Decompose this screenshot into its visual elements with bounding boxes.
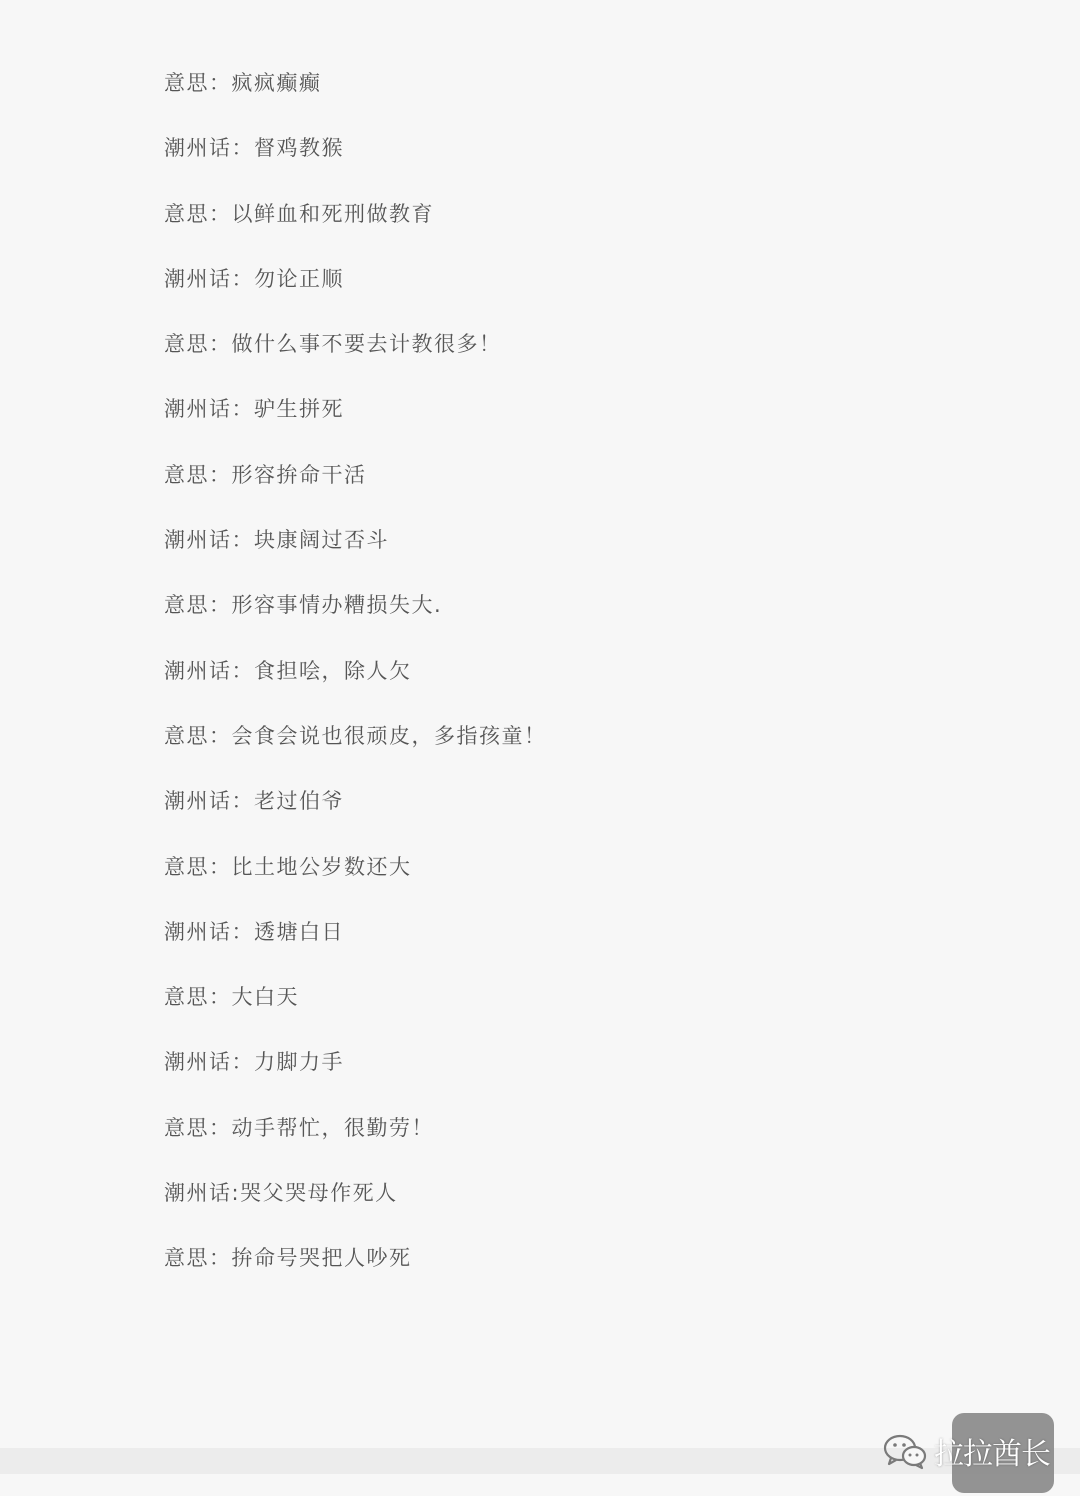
- dialect-line: 潮州话：驴生拼死: [164, 397, 344, 422]
- meaning-line: 意思：以鲜血和死刑做教育: [164, 201, 434, 226]
- meaning-line: 意思：形容事情办糟损失大.: [164, 593, 443, 618]
- article-body: [164, 60, 984, 1301]
- watermark-text: 拉拉酋长: [934, 1437, 1050, 1472]
- meaning-line: 意思：疯疯癫癫: [164, 71, 322, 95]
- watermark: [882, 1424, 1050, 1478]
- dialect-line: 潮州话：勿论正顺: [164, 266, 344, 291]
- dialect-line: 潮州话：老过伯爷: [164, 789, 344, 814]
- dialect-line: 潮州话：力脚力手: [164, 1050, 344, 1075]
- meaning-line: 意思：会食会说也很顽皮，多指孩童！: [164, 723, 547, 748]
- dialect-line: 潮州话：透塘白日: [164, 919, 344, 944]
- meaning-line: 意思：做什么事不要去计教很多！: [164, 332, 502, 357]
- dialect-line: 潮州话：督鸡教猴: [164, 136, 344, 161]
- meaning-line: 意思：比土地公岁数还大: [164, 854, 412, 879]
- meaning-line: 意思：大白天: [164, 985, 299, 1010]
- dialect-line: 潮州话：块康阔过否斗: [164, 528, 389, 553]
- dialect-line: 潮州话:哭父哭母作死人: [164, 1181, 398, 1206]
- wechat-icon: [882, 1431, 928, 1471]
- meaning-line: 意思：动手帮忙，很勤劳！: [164, 1115, 434, 1140]
- meaning-line: 意思：形容拚命干活: [164, 462, 367, 487]
- meaning-line: 意思：拚命号哭把人吵死: [164, 1246, 412, 1271]
- dialect-line: 潮州话：食担哙，除人欠: [164, 658, 412, 683]
